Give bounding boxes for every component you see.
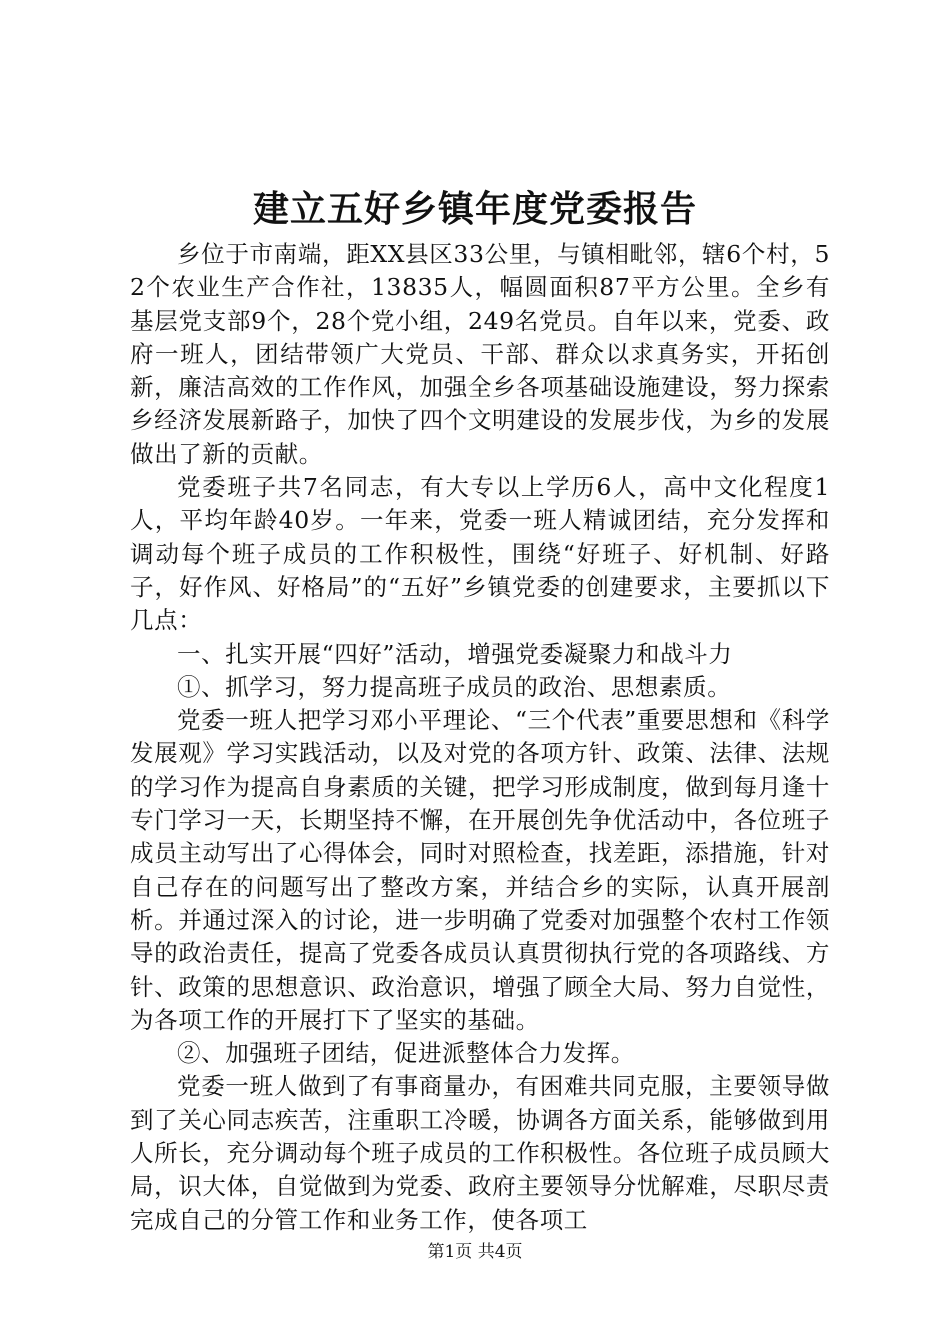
paragraph-committee: 党委班子共7名同志，有大专以上学历6人，高中文化程度1人，平均年龄40岁。一年来，党委一班人精诚团结，充分发挥和调动每个班子成员的工作积极性，围绕“好班子、好机制、好路子，好作风、好格局”的“五好”乡镇党委的创建要求，主要抓以下几点： [130, 473, 830, 635]
paragraph-intro: 乡位于市南端，距XX县区33公里，与镇相毗邻，辖6个村，52个农业生产合作社，13835人，幅圆面积87平方公里。全乡有基层党支部9个，28个党小组，249名党员。自年以来，党委、政府一班人，团结带领广大党员、干部、群众以求真务实，开拓创新，廉洁高效的工作作风，加强全乡各项基础设施建设，努力探索乡经济发展新路子，加快了四个文明建设的发展步伐，为乡的发展做出了新的贡献。 [130, 240, 830, 468]
subheading-study: ①、抓学习，努力提高班子成员的政治、思想素质。 [177, 672, 732, 701]
paragraph-study: 党委一班人把学习邓小平理论、“三个代表”重要思想和《科学发展观》学习实践活动，以及对党的各项方针、政策、法律、法规的学习作为提高自身素质的关键，把学习形成制度，做到每月逢十专门学习一天，长期坚持不懈，在开展创先争优活动中，各位班子成员主动写出了心得体会，同时对照检查，找差距，添措施，针对自己存在的问题写出了整改方案，并结合乡的实际，认真开展剖析。并通过深入的讨论，进一步明确了党委对加强整个农村工作领导的政治责任，提高了党委各成员认真贯彻执行党的各项路线、方针、政策的思想意识、政治意识，增强了顾全大局、努力自觉性，为各项工作的开展打下了坚实的基础。 [130, 706, 830, 1034]
document-title: 建立五好乡镇年度党委报告 [252, 188, 697, 230]
section-heading-1: 一、扎实开展“四好”活动，增强党委凝聚力和战斗力 [177, 639, 733, 668]
page-footer: 第1页 共4页 [427, 1242, 523, 1262]
paragraph-unity: 党委一班人做到了有事商量办，有困难共同克服，主要领导做到了关心同志疾苦，注重职工冷暖，协调各方面关系，能够做到用人所长，充分调动每个班子成员的工作积极性。各位班子成员顾大局，识大体，自觉做到为党委、政府主要领导分忧解难，尽职尽责完成自己的分管工作和业务工作，使各项工 [130, 1072, 830, 1234]
subheading-unity: ②、加强班子团结，促进派整体合力发挥。 [177, 1039, 635, 1068]
document-body [130, 238, 830, 1237]
